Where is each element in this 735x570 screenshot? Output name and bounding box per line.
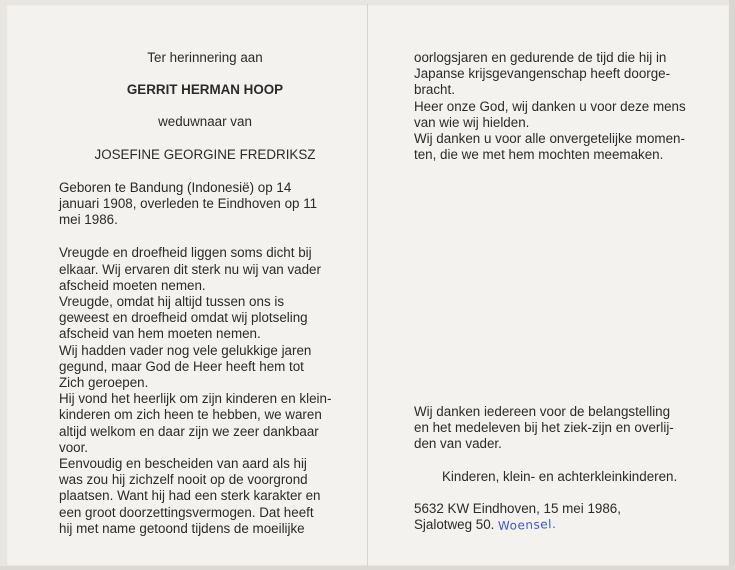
body-line: gegund, maar God de Heer heeft hem tot bbox=[59, 358, 304, 374]
body-line: Japanse krijsgevangenschap heeft doorge- bbox=[414, 66, 671, 82]
tribute-text bbox=[59, 245, 351, 537]
body-line: afscheid van hem moeten nemen. bbox=[59, 326, 261, 342]
body-line: Wij hadden vader nog vele gelukkige jaren bbox=[59, 342, 312, 358]
deceased-name: GERRIT HERMAN HOOP bbox=[126, 82, 284, 98]
street-address: Sjalotweg 50. bbox=[414, 517, 495, 533]
family-signature: Kinderen, klein- en achterkleinkinderen. bbox=[442, 468, 678, 484]
body-line: van wie wij hielden. bbox=[414, 114, 530, 130]
body-line: Vreugde en droefheid liggen soms dicht bij bbox=[59, 245, 312, 261]
thanks-block bbox=[414, 404, 709, 533]
intro-text: Ter herinnering aan bbox=[147, 50, 263, 65]
thanks-line: den van vader. bbox=[414, 436, 502, 452]
birth-line: januari 1908, overleden te Eindhoven op 11 bbox=[59, 196, 318, 212]
card-fold bbox=[367, 4, 368, 566]
body-line: was zou hij zichzelf nooit op de voorgrond bbox=[59, 472, 308, 488]
body-line: Vreugde, omdat hij altijd tussen ons is bbox=[59, 294, 285, 310]
body-line: een groot doorzettingsvermogen. Dat heeft bbox=[59, 504, 314, 520]
relation-text: weduwnaar van bbox=[158, 114, 252, 130]
body-line: Eenvoudig en bescheiden van aard als hij bbox=[59, 456, 307, 472]
thanks-line: en het medeleven bij het ziek-zijn en overlij- bbox=[414, 420, 674, 436]
scan-edge-right bbox=[729, 0, 735, 570]
body-line: bracht. bbox=[414, 82, 455, 98]
body-line: plaatsen. Want hij had een sterk karakter en bbox=[59, 488, 321, 504]
body-line: elkaar. Wij ervaren dit sterk nu wij van vader bbox=[59, 261, 321, 277]
scan-edge-bottom bbox=[0, 566, 735, 570]
birth-death-block bbox=[59, 180, 351, 229]
thanks-line: Wij danken iedereen voor de belangstelling bbox=[414, 404, 671, 419]
address-line-2 bbox=[414, 517, 709, 533]
body-line: Hij vond het heerlijk om zijn kinderen en klein- bbox=[59, 391, 332, 407]
body-line: kinderen om zich heen te hebben, we waren bbox=[59, 407, 322, 423]
body-line: Zich geroepen. bbox=[59, 375, 149, 391]
body-line: voor. bbox=[59, 439, 89, 455]
body-line: afscheid moeten nemen. bbox=[59, 277, 206, 293]
body-line: geweest en droefheid omdat wij plotseling bbox=[59, 310, 308, 326]
right-page bbox=[414, 50, 706, 163]
birth-line: Geboren te Bandung (Indonesië) op 14 bbox=[59, 179, 292, 195]
handwritten-annotation: Woensel. bbox=[498, 517, 557, 534]
body-line: hij met name getoond tijdens de moeilijke bbox=[59, 520, 305, 536]
body-line: oorlogsjaren en gedurende de tijd die hij in bbox=[414, 50, 667, 65]
address-line: 5632 KW Eindhoven, 15 mei 1986, bbox=[414, 500, 621, 516]
body-line: Heer onze God, wij danken u voor deze mens bbox=[414, 98, 686, 114]
left-page bbox=[59, 50, 351, 537]
birth-line: mei 1986. bbox=[59, 212, 118, 228]
body-line: altijd welkom en daar zijn we zeer dankbaar bbox=[59, 423, 319, 439]
spouse-name: JOSEFINE GEORGINE FREDRIKSZ bbox=[94, 146, 316, 162]
body-line: Wij danken u voor alle onvergetelijke momen- bbox=[414, 131, 685, 147]
body-line: ten, die we met hem mochten meemaken. bbox=[414, 147, 664, 163]
